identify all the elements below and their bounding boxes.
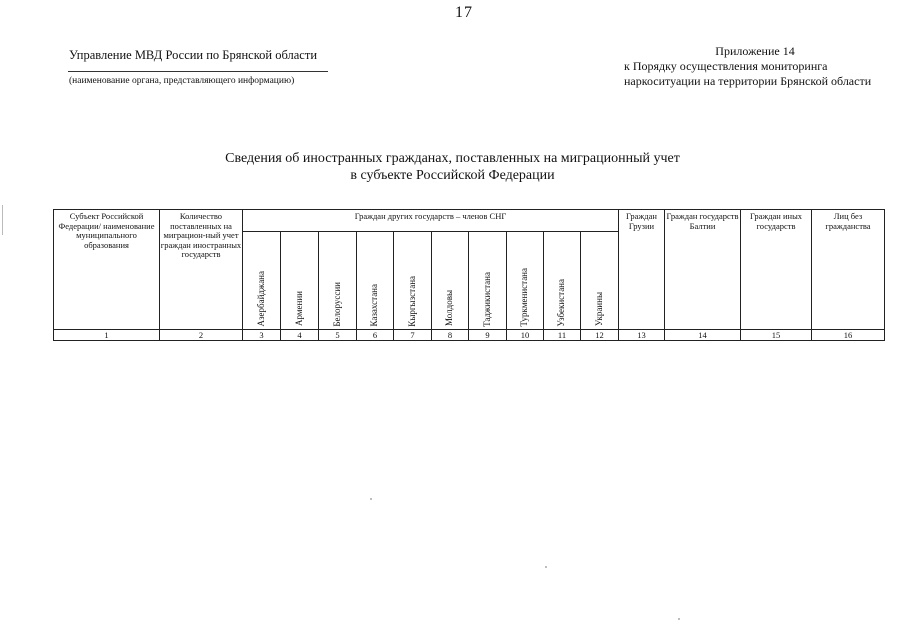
column-number: 1 — [54, 330, 160, 341]
column-number: 5 — [319, 330, 357, 341]
header-country: Таджикистана — [469, 232, 507, 330]
column-number: 6 — [357, 330, 394, 341]
document-title-line-2: в субъекте Российской Федерации — [350, 168, 555, 183]
header-georgia: Граждан Грузии — [619, 210, 665, 330]
header-country: Армении — [281, 232, 319, 330]
header-country: Молдовы — [432, 232, 469, 330]
column-number: 3 — [243, 330, 281, 341]
header-country: Белоруссии — [319, 232, 357, 330]
scan-speck — [545, 566, 547, 568]
organization-caption: (наименование органа, представляющего информацию) — [69, 76, 295, 86]
column-number: 16 — [812, 330, 885, 341]
table-header-row — [54, 210, 885, 232]
column-number: 15 — [741, 330, 812, 341]
header-baltic: Граждан государств Балтии — [665, 210, 741, 330]
column-number-row — [54, 330, 885, 341]
header-country: Украины — [581, 232, 619, 330]
column-number: 10 — [507, 330, 544, 341]
column-number: 12 — [581, 330, 619, 341]
column-number: 2 — [160, 330, 243, 341]
organization-underline — [68, 71, 328, 72]
document-title-line-1: Сведения об иностранных гражданах, поставленных на миграционный учет — [225, 151, 680, 166]
column-number: 9 — [469, 330, 507, 341]
header-registered-count: Количество поставленных на миграцион-ный учет граждан иностранных государств — [160, 210, 243, 330]
appendix-text: к Порядку осуществления мониторинга наркоситуации на территории Брянской области — [624, 59, 872, 88]
header-country: Азербайджана — [243, 232, 281, 330]
scan-edge-mark — [2, 205, 3, 235]
appendix-title: Приложение 14 — [715, 44, 795, 58]
header-stateless: Лиц без гражданства — [812, 210, 885, 330]
migration-report-table — [53, 209, 885, 341]
column-number: 4 — [281, 330, 319, 341]
document-title — [150, 150, 755, 184]
header-subject: Субъект Российской Федерации/ наименование муниципального образования — [54, 210, 160, 330]
column-number: 7 — [394, 330, 432, 341]
header-country: Узбекистана — [544, 232, 581, 330]
scan-speck — [678, 618, 680, 620]
appendix-block — [624, 44, 874, 89]
header-cis-group: Граждан других государств – членов СНГ — [243, 210, 619, 232]
header-country: Туркменистана — [507, 232, 544, 330]
page-number: 17 — [455, 4, 473, 21]
scan-speck — [370, 498, 372, 500]
column-number: 8 — [432, 330, 469, 341]
column-number: 13 — [619, 330, 665, 341]
column-number: 14 — [665, 330, 741, 341]
column-number: 11 — [544, 330, 581, 341]
header-country: Казахстана — [357, 232, 394, 330]
header-other-states: Граждан иных государств — [741, 210, 812, 330]
organization-name: Управление МВД России по Брянской области — [69, 48, 318, 62]
header-country: Кыргызстана — [394, 232, 432, 330]
